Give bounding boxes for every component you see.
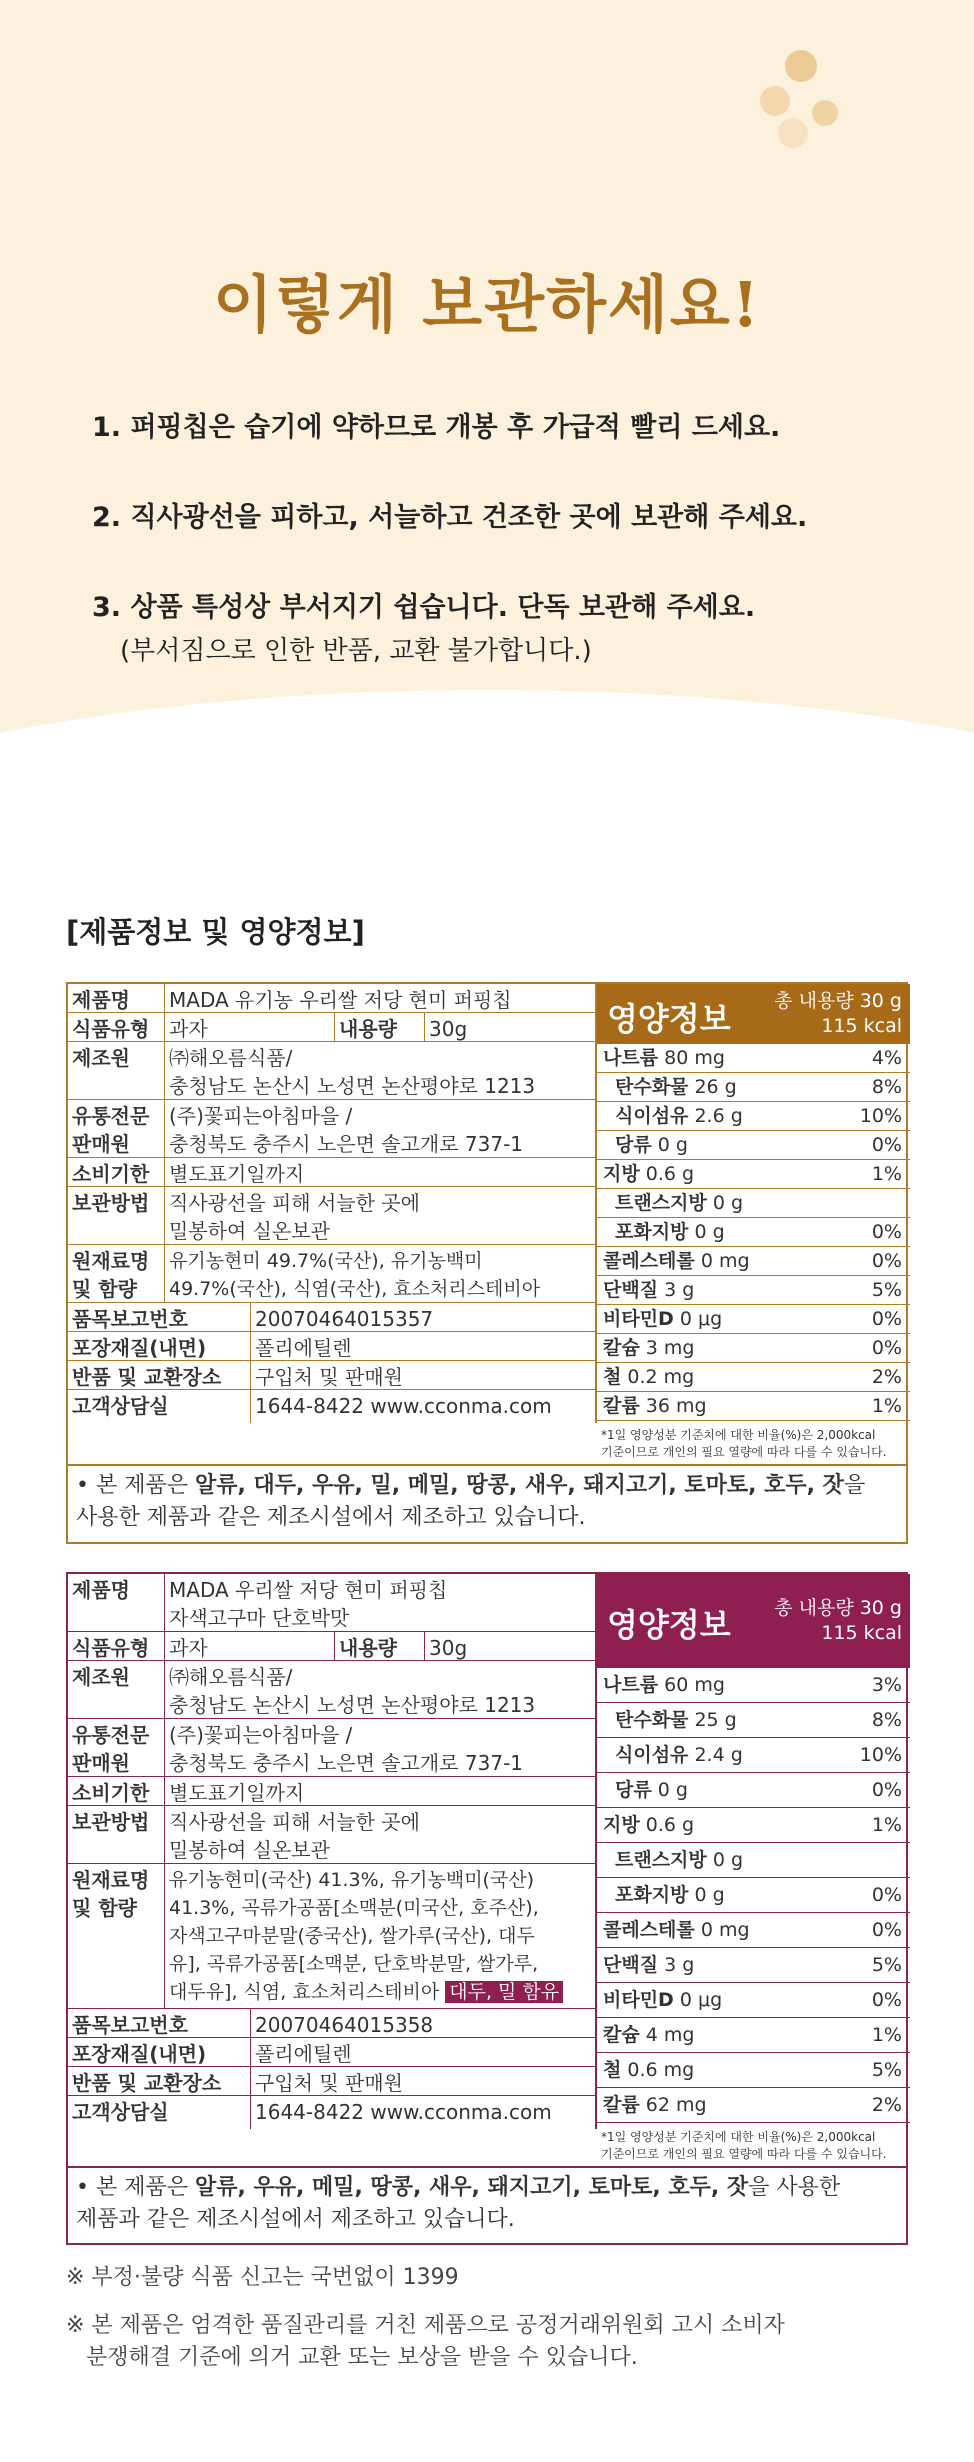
nutrient-percent: 10% xyxy=(859,1744,902,1766)
nutrient-label: 지방 xyxy=(603,1163,640,1185)
nutrient-percent: 1% xyxy=(871,1395,902,1417)
value-ingredients xyxy=(165,1864,567,2008)
nutrient-percent: 8% xyxy=(871,1709,902,1731)
bubble-decoration xyxy=(812,100,838,126)
nutrient-percent: 1% xyxy=(871,2024,902,2046)
nutrition-footnote xyxy=(597,1424,910,1464)
nutrient-percent: 0% xyxy=(871,1779,902,1801)
nutrient-percent: 2% xyxy=(871,1366,902,1388)
nutrient-percent: 0% xyxy=(871,1989,902,2011)
nutrient-amount: 3 g xyxy=(658,1954,695,1976)
distributor-line-2: 충청북도 충주시 노은면 솔고개로 737-1 xyxy=(169,1132,524,1156)
nutrient-label: 탄수화물 xyxy=(615,1709,689,1731)
row-packaging xyxy=(68,1332,595,1361)
row-support xyxy=(68,1390,595,1423)
allergy-mid: 을 xyxy=(843,1473,866,1498)
nutrition-row xyxy=(597,1738,910,1773)
ingredients-label-line-1: 원재료명 xyxy=(72,1868,150,1892)
nutrient-percent: 5% xyxy=(871,1954,902,1976)
label-food-type: 식품유형 xyxy=(68,1632,165,1660)
nutrient-name xyxy=(615,1843,743,1877)
value-expiry: 별도표기일까지 xyxy=(169,1162,305,1186)
row-report-number xyxy=(68,1303,595,1332)
nutrient-name xyxy=(603,1668,725,1702)
label-food-type: 식품유형 xyxy=(68,1013,165,1041)
nutrition-row xyxy=(597,1102,910,1131)
value-food-type: 과자 xyxy=(165,1013,335,1041)
nutrient-name xyxy=(603,2053,694,2087)
nutrient-name xyxy=(615,1073,737,1101)
nutrition-row xyxy=(597,1703,910,1738)
nutrient-label: 나트륨 xyxy=(603,1047,659,1069)
nutrition-row xyxy=(597,1218,910,1247)
nutrition-row xyxy=(597,1392,910,1421)
label-report-number: 품목보고번호 xyxy=(68,1303,251,1331)
row-report-number xyxy=(68,2009,595,2038)
storage-note: (부서짐으로 인한 반품, 교환 불가합니다.) xyxy=(120,636,592,666)
nutrient-name xyxy=(615,1189,743,1217)
nutrition-row xyxy=(597,1276,910,1305)
label-return: 반품 및 교환장소 xyxy=(68,2067,251,2095)
allergy-suffix: 제품과 같은 제조시설에서 제조하고 있습니다. xyxy=(76,2207,515,2232)
nutrition-row xyxy=(597,1878,910,1913)
distributor-line-1: (주)꽃피는아침마을 / xyxy=(169,1104,353,1128)
nutrient-percent: 0% xyxy=(871,1134,902,1156)
row-storage xyxy=(68,1187,595,1245)
nutrition-row xyxy=(597,1843,910,1878)
nutrient-label: 비타민D xyxy=(603,1989,674,2011)
value-product-name: MADA 유기농 우리쌀 저당 현미 퍼핑칩 xyxy=(169,988,512,1012)
distributor-label-line-2: 판매원 xyxy=(72,1751,130,1775)
nutrient-amount: 0 g xyxy=(688,1221,725,1243)
footnote-dispute-line-1: ※ 본 제품은 엄격한 품질관리를 거친 제품으로 공정거래위원회 고시 소비자 xyxy=(66,2313,785,2338)
nutrient-label: 단백질 xyxy=(603,1279,659,1301)
nutrient-amount: 0 g xyxy=(706,1192,744,1214)
value-storage xyxy=(165,1187,424,1244)
label-return: 반품 및 교환장소 xyxy=(68,1361,251,1389)
bubble-decoration xyxy=(778,118,808,148)
nutrient-name xyxy=(615,1131,688,1159)
nutrient-amount: 26 g xyxy=(688,1076,737,1098)
nutrient-percent: 2% xyxy=(871,2094,902,2116)
nutrition-row xyxy=(597,1131,910,1160)
nutrient-name xyxy=(603,1948,694,1982)
value-packaging: 폴리에틸렌 xyxy=(255,2042,352,2066)
nutrient-name xyxy=(603,1247,750,1275)
nutrient-label: 트랜스지방 xyxy=(615,1849,707,1871)
footnote-dispute xyxy=(66,2310,866,2374)
ingredients-line-2: 49.7%(국산), 식염(국산), 효소처리스테비아 xyxy=(169,1278,541,1300)
value-distributor xyxy=(165,1100,527,1157)
label-support: 고객상담실 xyxy=(68,2096,251,2129)
nutrient-name xyxy=(603,1305,722,1333)
product-name-line-1: MADA 우리쌀 저당 현미 퍼핑칩 xyxy=(169,1578,448,1602)
ingredients-label-line-2: 및 함량 xyxy=(72,1896,137,1920)
storage-line-2: 밀봉하여 실온보관 xyxy=(169,1219,330,1243)
maker-line-2: 충청남도 논산시 노성면 논산평야로 1213 xyxy=(169,1074,536,1098)
allergy-notice xyxy=(68,1464,906,1538)
product-info-table-1 xyxy=(66,982,908,1544)
section-heading: [제품정보 및 영양정보] xyxy=(66,915,365,949)
nutrient-label: 포화지방 xyxy=(615,1221,689,1243)
nutrition-panel-1 xyxy=(595,984,908,1459)
distributor-label-line-2: 판매원 xyxy=(72,1132,130,1156)
nutrition-total-kcal: 115 kcal xyxy=(821,1015,902,1037)
value-food-type: 과자 xyxy=(165,1632,335,1660)
nutrition-footnote-line-2: 기준이므로 개인의 필요 열량에 따라 다를 수 있습니다. xyxy=(601,2147,887,2161)
nutrient-name xyxy=(603,1983,722,2017)
nutrient-label: 당류 xyxy=(615,1134,652,1156)
ingredients-line-5 xyxy=(169,1978,563,2006)
nutrition-header xyxy=(597,1574,910,1668)
bubble-decoration xyxy=(760,86,790,116)
footnote-dispute-line-2: 분쟁해결 기준에 의거 교환 또는 보상을 받을 수 있습니다. xyxy=(86,2345,638,2370)
label-volume: 내용량 xyxy=(335,1632,425,1660)
row-return xyxy=(68,2067,595,2096)
nutrient-amount: 0.6 g xyxy=(639,1163,695,1185)
nutrient-amount: 0 g xyxy=(706,1849,744,1871)
nutrition-total xyxy=(774,989,902,1039)
label-maker: 제조원 xyxy=(68,1042,165,1099)
nutrition-footnote-line-1: *1일 영양성분 기준치에 대한 비율(%)은 2,000kcal xyxy=(601,1428,876,1442)
nutrient-percent: 3% xyxy=(871,1674,902,1696)
nutrition-row xyxy=(597,1189,910,1218)
label-storage: 보관방법 xyxy=(68,1806,165,1863)
nutrient-name xyxy=(603,2018,694,2052)
nutrient-percent: 4% xyxy=(871,1047,902,1069)
value-maker xyxy=(165,1661,539,1718)
nutrient-label: 칼륨 xyxy=(603,1395,640,1417)
nutrient-name xyxy=(615,1218,725,1246)
nutrition-title: 영양정보 xyxy=(607,1606,731,1644)
label-volume: 내용량 xyxy=(335,1013,425,1041)
storage-tip-3: 3. 상품 특성상 부서지기 쉽습니다. 단독 보관해 주세요. xyxy=(92,592,756,623)
distributor-line-1: (주)꽃피는아침마을 / xyxy=(169,1723,353,1747)
ingredients-line-3: 자색고구마분말(중국산), 쌀가루(국산), 대두 xyxy=(169,1925,535,1947)
row-ingredients xyxy=(68,1245,595,1303)
nutrition-row xyxy=(597,1247,910,1276)
nutrition-row xyxy=(597,1668,910,1703)
nutrition-row xyxy=(597,2088,910,2123)
row-food-type xyxy=(68,1632,595,1661)
nutrient-amount: 0 μg xyxy=(673,1308,723,1330)
row-maker xyxy=(68,1042,595,1100)
row-support xyxy=(68,2096,595,2129)
row-storage xyxy=(68,1806,595,1864)
nutrient-percent: 10% xyxy=(859,1105,902,1127)
nutrient-amount: 36 mg xyxy=(639,1395,707,1417)
distributor-line-2: 충청북도 충주시 노은면 솔고개로 737-1 xyxy=(169,1751,524,1775)
nutrition-row xyxy=(597,1160,910,1189)
nutrient-percent: 0% xyxy=(871,1308,902,1330)
storage-line-2: 밀봉하여 실온보관 xyxy=(169,1838,330,1862)
nutrient-label: 철 xyxy=(603,2059,622,2081)
nutrient-label: 콜레스테롤 xyxy=(603,1250,695,1272)
row-product-name xyxy=(68,1574,595,1632)
row-distributor xyxy=(68,1719,595,1777)
nutrient-label: 포화지방 xyxy=(615,1884,689,1906)
value-maker xyxy=(165,1042,539,1099)
row-packaging xyxy=(68,2038,595,2067)
nutrient-name xyxy=(615,1773,688,1807)
ingredients-line-2: 41.3%, 곡류가공품[소맥분(미국산, 호주산), xyxy=(169,1897,539,1919)
nutrient-label: 단백질 xyxy=(603,1954,659,1976)
ingredients-line-1: 유기농현미 49.7%(국산), 유기농백미 xyxy=(169,1250,483,1272)
nutrient-amount: 0 mg xyxy=(694,1919,750,1941)
nutrition-header xyxy=(597,984,910,1044)
allergy-suffix: 사용한 제품과 같은 제조시설에서 제조하고 있습니다. xyxy=(76,1505,586,1530)
value-volume: 30g xyxy=(429,1636,468,1660)
nutrient-label: 칼륨 xyxy=(603,2094,640,2116)
label-packaging: 포장재질(내면) xyxy=(68,2038,251,2066)
nutrition-total-kcal: 115 kcal xyxy=(821,1622,902,1644)
nutrient-amount: 0 μg xyxy=(673,1989,723,2011)
nutrient-label: 나트륨 xyxy=(603,1674,659,1696)
distributor-label-line-1: 유통전문 xyxy=(72,1723,150,1747)
nutrient-name xyxy=(615,1102,743,1130)
nutrient-label: 식이섬유 xyxy=(615,1744,689,1766)
nutrient-amount: 0.6 mg xyxy=(621,2059,695,2081)
value-ingredients xyxy=(165,1245,544,1302)
nutrient-percent: 5% xyxy=(871,1279,902,1301)
bubble-decoration xyxy=(785,50,817,82)
nutrient-amount: 3 g xyxy=(658,1279,695,1301)
allergy-items: 알류, 대두, 우유, 밀, 메밀, 땅콩, 새우, 돼지고기, 토마토, 호두, 잣 xyxy=(194,1473,844,1498)
nutrient-name xyxy=(615,1703,737,1737)
nutrient-name xyxy=(615,1878,725,1912)
nutrient-label: 식이섬유 xyxy=(615,1105,689,1127)
nutrition-panel-2 xyxy=(595,1574,908,2161)
nutrition-row xyxy=(597,1305,910,1334)
row-food-type xyxy=(68,1013,595,1042)
storage-title: 이렇게 보관하세요! xyxy=(213,268,761,341)
nutrition-footnote-line-2: 기준이므로 개인의 필요 열량에 따라 다를 수 있습니다. xyxy=(601,1445,887,1459)
label-distributor xyxy=(68,1100,165,1157)
nutrient-amount: 60 mg xyxy=(658,1674,725,1696)
nutrition-row xyxy=(597,2053,910,2088)
nutrient-amount: 4 mg xyxy=(639,2024,695,2046)
nutrient-percent: 0% xyxy=(871,1337,902,1359)
nutrition-row xyxy=(597,1983,910,2018)
nutrient-name xyxy=(603,1913,750,1947)
nutrition-row xyxy=(597,1073,910,1102)
row-maker xyxy=(68,1661,595,1719)
storage-line-1: 직사광선을 피해 서늘한 곳에 xyxy=(169,1191,420,1215)
label-ingredients xyxy=(68,1864,165,2008)
nutrient-name xyxy=(615,1738,743,1772)
nutrient-amount: 62 mg xyxy=(639,2094,707,2116)
nutrition-row xyxy=(597,2018,910,2053)
nutrient-percent: 0% xyxy=(871,1884,902,1906)
nutrient-name xyxy=(603,1044,725,1072)
value-report-number: 20070464015357 xyxy=(255,1307,434,1331)
nutrient-amount: 0.2 mg xyxy=(621,1366,695,1388)
nutrient-percent: 0% xyxy=(871,1250,902,1272)
ingredients-line-5-text: 대두유], 식염, 효소처리스테비아 xyxy=(169,1981,440,2003)
nutrient-label: 탄수화물 xyxy=(615,1076,689,1098)
value-volume: 30g xyxy=(429,1017,468,1041)
nutrient-amount: 2.4 g xyxy=(688,1744,743,1766)
value-product-name xyxy=(165,1574,451,1631)
value-support: 1644-8422 www.cconma.com xyxy=(255,1394,552,1418)
nutrient-amount: 2.6 g xyxy=(688,1105,743,1127)
nutrient-amount: 0 mg xyxy=(694,1250,750,1272)
nutrient-label: 트랜스지방 xyxy=(615,1192,707,1214)
product-name-line-2: 자색고구마 단호박맛 xyxy=(169,1606,350,1630)
distributor-label-line-1: 유통전문 xyxy=(72,1104,150,1128)
ingredients-line-4: 유], 곡류가공품[소맥분, 단호박분말, 쌀가루, xyxy=(169,1953,539,1975)
allergy-prefix: • 본 제품은 xyxy=(76,1473,195,1498)
allergy-notice xyxy=(68,2166,906,2240)
nutrient-amount: 0 g xyxy=(688,1884,725,1906)
value-packaging: 폴리에틸렌 xyxy=(255,1336,352,1360)
nutrition-total-weight: 총 내용량 30 g xyxy=(774,1597,902,1619)
label-ingredients xyxy=(68,1245,165,1302)
nutrient-label: 철 xyxy=(603,1366,622,1388)
nutrition-total-weight: 총 내용량 30 g xyxy=(774,990,902,1012)
nutrient-amount: 0.6 g xyxy=(639,1814,695,1836)
allergy-mid: 을 사용한 xyxy=(748,2175,841,2200)
footnote-report: ※ 부정·불량 식품 신고는 국번없이 1399 xyxy=(66,2265,459,2290)
label-packaging: 포장재질(내면) xyxy=(68,1332,251,1360)
value-expiry: 별도표기일까지 xyxy=(169,1781,305,1805)
nutrition-row xyxy=(597,1773,910,1808)
allergy-items: 알류, 우유, 메밀, 땅콩, 새우, 돼지고기, 토마토, 호두, 잣 xyxy=(194,2175,749,2200)
nutrition-row xyxy=(597,1363,910,1392)
label-storage: 보관방법 xyxy=(68,1187,165,1244)
maker-line-1: ㈜해오름식품/ xyxy=(169,1665,293,1689)
nutrition-title: 영양정보 xyxy=(607,1000,731,1038)
nutrient-percent: 0% xyxy=(871,1919,902,1941)
row-distributor xyxy=(68,1100,595,1158)
nutrient-amount: 25 g xyxy=(688,1709,737,1731)
nutrient-label: 당류 xyxy=(615,1779,652,1801)
allergy-prefix: • 본 제품은 xyxy=(76,2175,195,2200)
nutrient-percent: 1% xyxy=(871,1814,902,1836)
nutrient-percent: 5% xyxy=(871,2059,902,2081)
value-report-number: 20070464015358 xyxy=(255,2013,434,2037)
storage-tip-2: 2. 직사광선을 피하고, 서늘하고 건조한 곳에 보관해 주세요. xyxy=(92,502,808,533)
nutrition-footnote-line-1: *1일 영양성분 기준치에 대한 비율(%)은 2,000kcal xyxy=(601,2130,876,2144)
nutrition-total xyxy=(774,1596,902,1646)
storage-line-1: 직사광선을 피해 서늘한 곳에 xyxy=(169,1810,420,1834)
label-report-number: 품목보고번호 xyxy=(68,2009,251,2037)
ingredients-label-line-1: 원재료명 xyxy=(72,1249,150,1273)
storage-tip-1: 1. 퍼핑칩은 습기에 약하므로 개봉 후 가급적 빨리 드세요. xyxy=(92,412,781,443)
value-support: 1644-8422 www.cconma.com xyxy=(255,2100,552,2124)
nutrient-amount: 0 g xyxy=(651,1779,688,1801)
nutrient-label: 콜레스테롤 xyxy=(603,1919,695,1941)
label-expiry: 소비기한 xyxy=(68,1777,165,1805)
nutrient-label: 칼슘 xyxy=(603,2024,640,2046)
label-maker: 제조원 xyxy=(68,1661,165,1718)
nutrient-name xyxy=(603,1363,694,1391)
nutrient-name xyxy=(603,1160,694,1188)
nutrient-amount: 80 mg xyxy=(658,1047,725,1069)
nutrition-row xyxy=(597,1334,910,1363)
row-expiry xyxy=(68,1777,595,1806)
nutrient-name xyxy=(603,1808,694,1842)
value-return: 구입처 및 판매원 xyxy=(255,1365,403,1389)
value-return: 구입처 및 판매원 xyxy=(255,2071,403,2095)
nutrient-percent: 8% xyxy=(871,1076,902,1098)
row-expiry xyxy=(68,1158,595,1187)
nutrient-name xyxy=(603,1334,694,1362)
ingredients-label-line-2: 및 함량 xyxy=(72,1277,137,1301)
nutrition-row xyxy=(597,1948,910,1983)
nutrient-label: 비타민D xyxy=(603,1308,674,1330)
nutrient-label: 칼슘 xyxy=(603,1337,640,1359)
nutrient-label: 지방 xyxy=(603,1814,640,1836)
row-product-name xyxy=(68,984,595,1013)
value-distributor xyxy=(165,1719,527,1776)
label-support: 고객상담실 xyxy=(68,1390,251,1423)
nutrient-percent: 1% xyxy=(871,1163,902,1185)
nutrition-row xyxy=(597,1913,910,1948)
label-expiry: 소비기한 xyxy=(68,1158,165,1186)
product-info-table-2 xyxy=(66,1572,908,2245)
nutrient-name xyxy=(603,1392,707,1420)
nutrition-row xyxy=(597,1808,910,1843)
label-product-name: 제품명 xyxy=(68,1574,165,1631)
nutrient-amount: 0 g xyxy=(651,1134,688,1156)
label-product-name: 제품명 xyxy=(68,984,165,1012)
row-ingredients xyxy=(68,1864,595,2009)
value-storage xyxy=(165,1806,424,1863)
background-curve xyxy=(0,690,974,800)
label-distributor xyxy=(68,1719,165,1776)
nutrition-row xyxy=(597,1044,910,1073)
nutrient-amount: 3 mg xyxy=(639,1337,695,1359)
nutrition-footnote xyxy=(597,2126,910,2166)
row-return xyxy=(68,1361,595,1390)
storage-section xyxy=(0,0,974,800)
ingredients-line-1: 유기농현미(국산) 41.3%, 유기농백미(국산) xyxy=(169,1869,535,1891)
ingredients-allergen-highlight: 대두, 밀 함유 xyxy=(445,1981,563,2003)
maker-line-2: 충청남도 논산시 노성면 논산평야로 1213 xyxy=(169,1693,536,1717)
maker-line-1: ㈜해오름식품/ xyxy=(169,1046,293,1070)
nutrient-percent: 0% xyxy=(871,1221,902,1243)
nutrient-name xyxy=(603,1276,694,1304)
nutrient-name xyxy=(603,2088,707,2122)
